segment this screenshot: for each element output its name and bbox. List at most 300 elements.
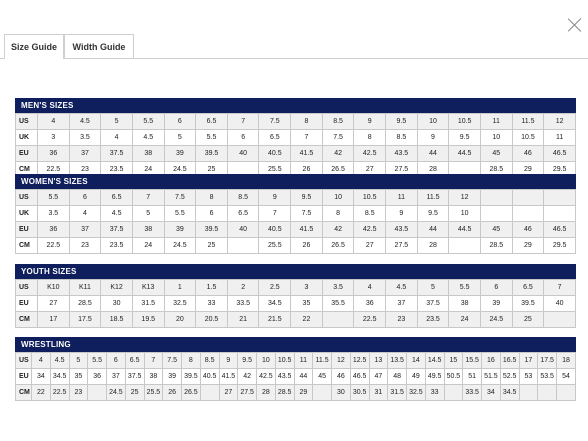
size-cell: 26.5 xyxy=(182,385,201,401)
size-cell: 28.5 xyxy=(275,385,294,401)
size-cell: 37 xyxy=(107,369,126,385)
size-cell: 12 xyxy=(332,353,351,369)
size-cell: 7 xyxy=(144,353,163,369)
size-cell: 28 xyxy=(417,238,449,254)
close-icon[interactable] xyxy=(566,16,584,34)
size-cell: 10 xyxy=(480,130,512,146)
size-table xyxy=(15,352,576,401)
size-cell: 5.5 xyxy=(88,353,107,369)
size-cell xyxy=(313,385,332,401)
size-cell xyxy=(88,385,107,401)
size-cell: 40 xyxy=(227,146,259,162)
size-cell: 6.5 xyxy=(512,280,544,296)
size-cell: 29 xyxy=(294,385,313,401)
size-cell: 34.5 xyxy=(259,296,291,312)
size-cell: 11 xyxy=(294,353,313,369)
size-cell xyxy=(512,190,544,206)
size-cell: 37.5 xyxy=(417,296,449,312)
size-cell: 11.5 xyxy=(512,114,544,130)
size-cell: 40 xyxy=(544,296,576,312)
size-cell: 4 xyxy=(32,353,51,369)
size-cell: K13 xyxy=(132,280,164,296)
size-cell: 6 xyxy=(107,353,126,369)
table-row xyxy=(16,280,576,296)
size-cell: 29 xyxy=(512,238,544,254)
size-cell: 45 xyxy=(480,146,512,162)
size-cell: K11 xyxy=(69,280,101,296)
size-cell: 37 xyxy=(69,222,101,238)
size-cell: 44 xyxy=(417,146,449,162)
size-cell xyxy=(538,385,557,401)
size-cell: 3.5 xyxy=(38,206,70,222)
size-cell: 42 xyxy=(238,369,257,385)
size-cell: 9.5 xyxy=(386,114,418,130)
size-cell: 4 xyxy=(38,114,70,130)
size-cell: 39.5 xyxy=(182,369,201,385)
size-cell: 3.5 xyxy=(69,130,101,146)
size-cell: 22 xyxy=(32,385,51,401)
size-cell: 8.5 xyxy=(200,353,219,369)
size-cell xyxy=(512,206,544,222)
size-cell: 4.5 xyxy=(101,206,133,222)
size-cell: 10 xyxy=(417,114,449,130)
size-cell: 36 xyxy=(88,369,107,385)
size-cell: 14 xyxy=(407,353,426,369)
size-cell: 33 xyxy=(425,385,444,401)
row-label: UK xyxy=(16,130,38,146)
size-cell: 46.5 xyxy=(350,369,369,385)
size-cell: 22.5 xyxy=(38,162,70,178)
size-cell: 6 xyxy=(164,114,196,130)
size-cell: 26.5 xyxy=(322,238,354,254)
size-cell: 10 xyxy=(322,190,354,206)
size-cell: 38 xyxy=(144,369,163,385)
womens-sizes-section xyxy=(15,174,576,254)
size-cell: 8 xyxy=(354,130,386,146)
size-cell: 52.5 xyxy=(500,369,519,385)
size-cell: 7 xyxy=(259,206,291,222)
table-row xyxy=(16,146,576,162)
mens-sizes-section xyxy=(15,98,576,178)
size-cell: 9.5 xyxy=(238,353,257,369)
size-cell xyxy=(480,190,512,206)
size-cell: 40.5 xyxy=(259,222,291,238)
size-cell: 25.5 xyxy=(259,238,291,254)
size-cell: 5 xyxy=(101,114,133,130)
size-cell: 4.5 xyxy=(69,114,101,130)
size-cell: 42 xyxy=(322,222,354,238)
size-cell: 9.5 xyxy=(417,206,449,222)
size-cell: 6.5 xyxy=(196,114,228,130)
size-cell: 24.5 xyxy=(164,162,196,178)
size-cell: 3 xyxy=(38,130,70,146)
size-cell: 34 xyxy=(482,385,501,401)
table-row xyxy=(16,222,576,238)
size-cell: 6 xyxy=(69,190,101,206)
table-row xyxy=(16,353,576,369)
table-row xyxy=(16,312,576,328)
size-cell: 8.5 xyxy=(227,190,259,206)
size-cell: 43.5 xyxy=(275,369,294,385)
size-cell: 4 xyxy=(69,206,101,222)
size-cell: 41.5 xyxy=(291,222,323,238)
size-cell: 4.5 xyxy=(386,280,418,296)
size-cell: 12 xyxy=(544,114,576,130)
size-cell: 47 xyxy=(369,369,388,385)
size-cell: 26.5 xyxy=(322,162,354,178)
size-cell: 6.5 xyxy=(259,130,291,146)
table-row xyxy=(16,114,576,130)
row-label: EU xyxy=(16,296,38,312)
row-label: CM xyxy=(16,312,38,328)
size-cell: 22 xyxy=(291,312,323,328)
size-cell: 25 xyxy=(512,312,544,328)
size-cell: 4.5 xyxy=(50,353,69,369)
size-cell: 24.5 xyxy=(164,238,196,254)
size-cell xyxy=(322,312,354,328)
section-title: WRESTLING xyxy=(15,337,576,352)
wrestling-section xyxy=(15,337,576,401)
size-cell: 12.5 xyxy=(350,353,369,369)
size-cell: 24 xyxy=(132,238,164,254)
size-cell: 4 xyxy=(101,130,133,146)
size-cell: 46 xyxy=(512,222,544,238)
size-cell: 32.5 xyxy=(164,296,196,312)
size-cell: 26 xyxy=(291,162,323,178)
size-cell: 28.5 xyxy=(480,162,512,178)
size-cell: 7.5 xyxy=(291,206,323,222)
table-row xyxy=(16,130,576,146)
row-label: US xyxy=(16,353,32,369)
size-cell: 12 xyxy=(449,190,481,206)
size-cell: 9 xyxy=(219,353,238,369)
size-cell: 40.5 xyxy=(259,146,291,162)
size-cell: 17.5 xyxy=(538,353,557,369)
size-cell: 27 xyxy=(219,385,238,401)
size-cell: 41.5 xyxy=(291,146,323,162)
table-row xyxy=(16,369,576,385)
size-cell: 15 xyxy=(444,353,463,369)
size-cell: 31.5 xyxy=(132,296,164,312)
size-cell: 53 xyxy=(519,369,538,385)
size-cell: 28 xyxy=(417,162,449,178)
size-cell: 3.5 xyxy=(322,280,354,296)
size-cell: 24 xyxy=(132,162,164,178)
size-cell: 22.5 xyxy=(38,238,70,254)
size-cell: 32.5 xyxy=(407,385,426,401)
size-cell: 8.5 xyxy=(386,130,418,146)
size-cell: 7.5 xyxy=(322,130,354,146)
size-cell: 46.5 xyxy=(544,222,576,238)
size-cell: 11 xyxy=(386,190,418,206)
size-cell: 21.5 xyxy=(259,312,291,328)
size-cell: 8 xyxy=(196,190,228,206)
size-cell: 46 xyxy=(512,146,544,162)
size-cell: 37.5 xyxy=(125,369,144,385)
row-label: EU xyxy=(16,146,38,162)
size-cell: 51 xyxy=(463,369,482,385)
size-cell xyxy=(200,385,219,401)
size-cell: 7.5 xyxy=(259,114,291,130)
size-cell: 35 xyxy=(69,369,88,385)
size-cell: 26 xyxy=(291,238,323,254)
size-cell: 17 xyxy=(38,312,70,328)
size-cell: 7 xyxy=(544,280,576,296)
size-cell: 27 xyxy=(38,296,70,312)
size-cell: 27 xyxy=(354,238,386,254)
row-label: CM xyxy=(16,162,38,178)
section-title: WOMEN'S SIZES xyxy=(15,174,576,189)
size-cell: 7.5 xyxy=(163,353,182,369)
size-cell: 37.5 xyxy=(101,146,133,162)
size-cell: 5 xyxy=(164,130,196,146)
size-cell: 17 xyxy=(519,353,538,369)
size-cell: 10.5 xyxy=(449,114,481,130)
size-cell: 7.5 xyxy=(164,190,196,206)
size-cell: 37.5 xyxy=(101,222,133,238)
row-label: US xyxy=(16,114,38,130)
size-cell: 42.5 xyxy=(354,222,386,238)
size-cell: 9.5 xyxy=(291,190,323,206)
size-cell: 15.5 xyxy=(463,353,482,369)
size-cell: 31 xyxy=(369,385,388,401)
size-cell: 42.5 xyxy=(354,146,386,162)
size-cell: 20 xyxy=(164,312,196,328)
size-cell: 40 xyxy=(227,222,259,238)
row-label: UK xyxy=(16,206,38,222)
size-table xyxy=(15,279,576,328)
size-cell: 39 xyxy=(164,222,196,238)
row-label: CM xyxy=(16,385,32,401)
size-cell: 33.5 xyxy=(227,296,259,312)
size-cell: 23.5 xyxy=(101,238,133,254)
size-cell: 37 xyxy=(386,296,418,312)
size-cell: 10.5 xyxy=(512,130,544,146)
size-cell: 49.5 xyxy=(425,369,444,385)
size-cell: 10.5 xyxy=(354,190,386,206)
size-cell: 23.5 xyxy=(417,312,449,328)
size-cell: 25 xyxy=(196,238,228,254)
size-cell: 36 xyxy=(354,296,386,312)
size-cell: 41.5 xyxy=(219,369,238,385)
size-cell: 6 xyxy=(227,130,259,146)
tab-size-guide[interactable]: Size Guide xyxy=(4,34,64,59)
size-cell: 51.5 xyxy=(482,369,501,385)
size-cell: 14.5 xyxy=(425,353,444,369)
size-cell xyxy=(557,385,576,401)
size-cell xyxy=(227,238,259,254)
size-cell: 10.5 xyxy=(275,353,294,369)
size-cell: 28.5 xyxy=(69,296,101,312)
size-cell: 7 xyxy=(132,190,164,206)
size-cell: 43.5 xyxy=(386,146,418,162)
size-cell: 30 xyxy=(332,385,351,401)
youth-sizes-section xyxy=(15,264,576,328)
size-cell: 33 xyxy=(196,296,228,312)
size-cell: 2 xyxy=(227,280,259,296)
size-cell: 23 xyxy=(69,162,101,178)
size-cell: 23.5 xyxy=(101,162,133,178)
size-cell xyxy=(544,206,576,222)
size-cell xyxy=(519,385,538,401)
size-cell: 8.5 xyxy=(322,114,354,130)
size-cell: 54 xyxy=(557,369,576,385)
size-cell: 46 xyxy=(332,369,351,385)
size-cell: 16.5 xyxy=(500,353,519,369)
size-cell: 34.5 xyxy=(50,369,69,385)
size-cell: 20.5 xyxy=(196,312,228,328)
size-cell: 5 xyxy=(132,206,164,222)
size-cell: 27.5 xyxy=(386,238,418,254)
size-cell: 1.5 xyxy=(196,280,228,296)
size-cell xyxy=(480,206,512,222)
size-cell: 6.5 xyxy=(125,353,144,369)
size-cell: 30 xyxy=(101,296,133,312)
size-table xyxy=(15,189,576,254)
size-cell: 38 xyxy=(132,222,164,238)
size-cell xyxy=(444,385,463,401)
size-cell: 6.5 xyxy=(227,206,259,222)
size-cell: 17.5 xyxy=(69,312,101,328)
size-cell: 13 xyxy=(369,353,388,369)
size-cell: 5.5 xyxy=(38,190,70,206)
size-cell: 25.5 xyxy=(144,385,163,401)
section-title: YOUTH SIZES xyxy=(15,264,576,279)
size-cell: 29.5 xyxy=(544,238,576,254)
size-cell: 9 xyxy=(417,130,449,146)
size-cell: 13.5 xyxy=(388,353,407,369)
size-cell: 8 xyxy=(182,353,201,369)
size-cell: 33.5 xyxy=(463,385,482,401)
table-row xyxy=(16,385,576,401)
size-cell: 38 xyxy=(449,296,481,312)
size-cell: 39 xyxy=(480,296,512,312)
size-cell: 28 xyxy=(257,385,276,401)
row-label: CM xyxy=(16,238,38,254)
size-cell: 27.5 xyxy=(386,162,418,178)
size-cell: 22.5 xyxy=(354,312,386,328)
size-cell: 9.5 xyxy=(449,130,481,146)
size-cell: 18 xyxy=(557,353,576,369)
table-row xyxy=(16,206,576,222)
size-cell: 8 xyxy=(291,114,323,130)
size-cell: 44 xyxy=(417,222,449,238)
size-cell: 31.5 xyxy=(388,385,407,401)
size-cell: 39 xyxy=(163,369,182,385)
table-row xyxy=(16,238,576,254)
size-cell: 45 xyxy=(313,369,332,385)
size-cell xyxy=(544,312,576,328)
size-cell: 22.5 xyxy=(50,385,69,401)
size-cell: 24 xyxy=(449,312,481,328)
size-cell: 11 xyxy=(544,130,576,146)
row-label: EU xyxy=(16,222,38,238)
size-cell: 8 xyxy=(322,206,354,222)
size-cell: 27.5 xyxy=(238,385,257,401)
section-title: MEN'S SIZES xyxy=(15,98,576,113)
table-row xyxy=(16,296,576,312)
size-cell: 36 xyxy=(38,146,70,162)
size-cell: 35 xyxy=(291,296,323,312)
size-cell: 21 xyxy=(227,312,259,328)
size-cell: 39 xyxy=(164,146,196,162)
size-cell: 43.5 xyxy=(386,222,418,238)
size-cell: 23 xyxy=(386,312,418,328)
size-cell xyxy=(449,238,481,254)
size-cell: 25 xyxy=(125,385,144,401)
size-cell: 39.5 xyxy=(512,296,544,312)
size-cell: 35.5 xyxy=(322,296,354,312)
size-cell: 45 xyxy=(480,222,512,238)
size-cell: 3 xyxy=(291,280,323,296)
size-cell: 36 xyxy=(38,222,70,238)
size-cell: 24.5 xyxy=(480,312,512,328)
size-cell: 2.5 xyxy=(259,280,291,296)
size-cell: 49 xyxy=(407,369,426,385)
size-cell: 5 xyxy=(69,353,88,369)
size-cell: 34.5 xyxy=(500,385,519,401)
size-cell: 9 xyxy=(354,114,386,130)
size-cell: 6 xyxy=(196,206,228,222)
size-table xyxy=(15,113,576,178)
size-cell: 38 xyxy=(132,146,164,162)
table-row xyxy=(16,190,576,206)
size-cell: 7 xyxy=(227,114,259,130)
size-cell: 25 xyxy=(196,162,228,178)
tab-bar xyxy=(0,0,588,60)
size-cell: 19.5 xyxy=(132,312,164,328)
size-cell: 4.5 xyxy=(132,130,164,146)
size-cell: 18.5 xyxy=(101,312,133,328)
size-cell: 24.5 xyxy=(107,385,126,401)
size-cell: 44 xyxy=(294,369,313,385)
size-cell: 28.5 xyxy=(480,238,512,254)
size-cell: 34 xyxy=(32,369,51,385)
size-cell: 16 xyxy=(482,353,501,369)
size-cell: 30.5 xyxy=(350,385,369,401)
size-cell: 23 xyxy=(69,385,88,401)
size-cell: 42 xyxy=(322,146,354,162)
size-cell: 40.5 xyxy=(200,369,219,385)
size-cell: 25.5 xyxy=(259,162,291,178)
size-cell: K12 xyxy=(101,280,133,296)
size-cell: 5.5 xyxy=(132,114,164,130)
size-cell: 5 xyxy=(417,280,449,296)
size-cell: 4 xyxy=(354,280,386,296)
size-cell: 10 xyxy=(449,206,481,222)
row-label: US xyxy=(16,190,38,206)
size-cell: 5.5 xyxy=(164,206,196,222)
size-cell: 5.5 xyxy=(196,130,228,146)
size-cell: 39.5 xyxy=(196,146,228,162)
size-cell: 11 xyxy=(480,114,512,130)
size-cell: 39.5 xyxy=(196,222,228,238)
size-cell: 5.5 xyxy=(449,280,481,296)
size-cell: K10 xyxy=(38,280,70,296)
tab-width-guide[interactable]: Width Guide xyxy=(64,34,134,59)
size-cell: 26 xyxy=(163,385,182,401)
size-cell: 37 xyxy=(69,146,101,162)
size-cell: 29 xyxy=(512,162,544,178)
size-cell: 7 xyxy=(291,130,323,146)
size-cell: 44.5 xyxy=(449,222,481,238)
size-cell: 8.5 xyxy=(354,206,386,222)
size-cell: 50.5 xyxy=(444,369,463,385)
size-cell: 29.5 xyxy=(544,162,576,178)
size-cell: 9 xyxy=(259,190,291,206)
size-cell: 42.5 xyxy=(257,369,276,385)
size-cell: 6 xyxy=(480,280,512,296)
